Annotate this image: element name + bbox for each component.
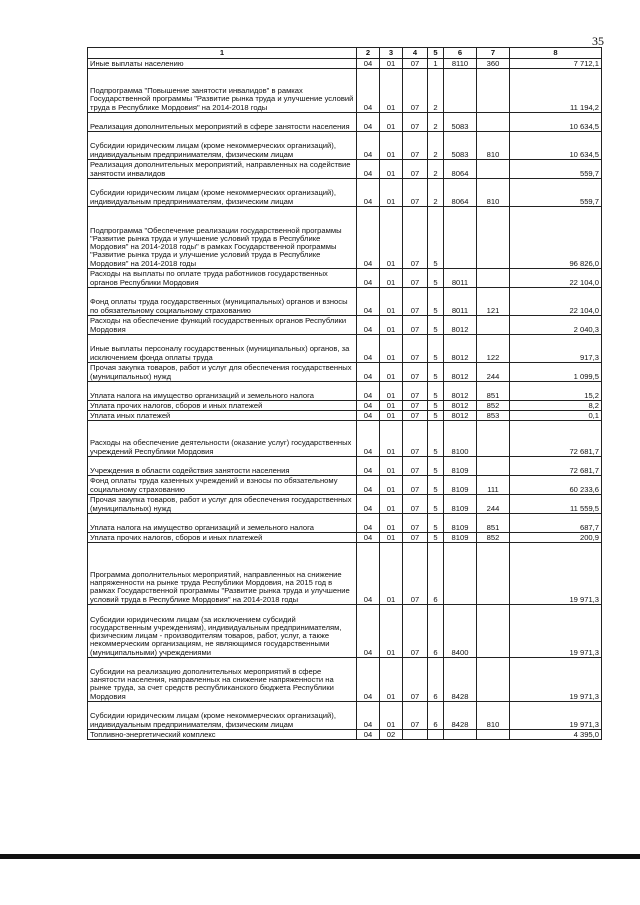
table-row	[88, 269, 602, 288]
code-cell: 5	[428, 288, 444, 316]
code-cell: 07	[403, 207, 428, 269]
row-name-cell: Программа дополнительных мероприятий, направленных на снижение напряженности на рынке труда Республики Мордовия, на 2015 год в рамках Государственной программы "Развитие рынка труда и улучшение условий труда в Республике Мордовия" на 2014-2018 годы	[88, 543, 357, 605]
code-cell: 8012	[444, 335, 477, 363]
code-cell: 01	[380, 495, 403, 514]
row-name-cell: Прочая закупка товаров, работ и услуг для обеспечения государственных (муниципальных) нужд	[88, 363, 357, 382]
amount-cell: 11 559,5	[510, 495, 602, 514]
code-cell: 8109	[444, 457, 477, 476]
code-cell	[444, 207, 477, 269]
code-cell	[428, 730, 444, 740]
code-cell: 2	[428, 69, 444, 113]
code-cell: 5	[428, 457, 444, 476]
code-cell: 04	[357, 411, 380, 421]
column-header: 4	[403, 48, 428, 59]
code-cell: 07	[403, 543, 428, 605]
code-cell	[477, 730, 510, 740]
bottom-rule	[0, 854, 640, 859]
amount-cell: 22 104,0	[510, 269, 602, 288]
code-cell: 04	[357, 59, 380, 69]
code-cell	[477, 160, 510, 179]
code-cell: 8428	[444, 702, 477, 730]
code-cell: 07	[403, 658, 428, 702]
table-row	[88, 421, 602, 457]
amount-cell: 19 971,3	[510, 543, 602, 605]
code-cell: 01	[380, 533, 403, 543]
code-cell: 04	[357, 658, 380, 702]
code-cell: 04	[357, 335, 380, 363]
code-cell: 01	[380, 316, 403, 335]
code-cell: 04	[357, 207, 380, 269]
code-cell: 04	[357, 179, 380, 207]
row-name-cell: Фонд оплаты труда государственных (муниципальных) органов и взносы по обязательному социальному страхованию	[88, 288, 357, 316]
code-cell: 01	[380, 476, 403, 495]
code-cell: 04	[357, 543, 380, 605]
code-cell: 810	[477, 702, 510, 730]
code-cell: 6	[428, 605, 444, 658]
code-cell: 01	[380, 605, 403, 658]
code-cell: 8064	[444, 160, 477, 179]
code-cell: 04	[357, 476, 380, 495]
code-cell: 810	[477, 132, 510, 160]
row-name-cell: Фонд оплаты труда казенных учреждений и взносы по обязательному социальному страхованию	[88, 476, 357, 495]
code-cell: 07	[403, 514, 428, 533]
amount-cell: 687,7	[510, 514, 602, 533]
code-cell: 04	[357, 363, 380, 382]
code-cell: 01	[380, 160, 403, 179]
code-cell	[477, 605, 510, 658]
code-cell: 01	[380, 382, 403, 401]
code-cell: 07	[403, 421, 428, 457]
table-row	[88, 543, 602, 605]
table-row	[88, 69, 602, 113]
amount-cell: 10 634,5	[510, 132, 602, 160]
table-row	[88, 363, 602, 382]
amount-cell: 10 634,5	[510, 113, 602, 132]
code-cell: 6	[428, 658, 444, 702]
code-cell: 04	[357, 288, 380, 316]
code-cell: 07	[403, 382, 428, 401]
row-name-cell: Топливно-энергетический комплекс	[88, 730, 357, 740]
code-cell: 07	[403, 495, 428, 514]
code-cell: 8109	[444, 533, 477, 543]
column-header: 6	[444, 48, 477, 59]
code-cell: 01	[380, 514, 403, 533]
column-header: 8	[510, 48, 602, 59]
code-cell: 851	[477, 514, 510, 533]
code-cell: 04	[357, 514, 380, 533]
row-name-cell: Уплата налога на имущество организаций и земельного налога	[88, 382, 357, 401]
table-row	[88, 658, 602, 702]
code-cell: 04	[357, 730, 380, 740]
amount-cell: 60 233,6	[510, 476, 602, 495]
code-cell: 2	[428, 113, 444, 132]
code-cell: 07	[403, 316, 428, 335]
code-cell: 5	[428, 476, 444, 495]
table-row	[88, 207, 602, 269]
code-cell: 04	[357, 316, 380, 335]
amount-cell: 917,3	[510, 335, 602, 363]
code-cell: 04	[357, 269, 380, 288]
code-cell: 5	[428, 411, 444, 421]
code-cell: 04	[357, 132, 380, 160]
budget-table	[87, 47, 602, 740]
code-cell	[477, 457, 510, 476]
code-cell: 2	[428, 160, 444, 179]
row-name-cell: Иные выплаты персоналу государственных (муниципальных) органов, за исключением фонда оплаты труда	[88, 335, 357, 363]
code-cell: 01	[380, 658, 403, 702]
code-cell: 04	[357, 421, 380, 457]
code-cell: 01	[380, 179, 403, 207]
code-cell: 07	[403, 605, 428, 658]
column-header: 1	[88, 48, 357, 59]
table-row	[88, 179, 602, 207]
code-cell: 04	[357, 382, 380, 401]
code-cell: 07	[403, 288, 428, 316]
table-row	[88, 533, 602, 543]
code-cell: 6	[428, 702, 444, 730]
row-name-cell: Учреждения в области содействия занятости населения	[88, 457, 357, 476]
amount-cell: 559,7	[510, 179, 602, 207]
code-cell: 07	[403, 401, 428, 411]
code-cell	[477, 207, 510, 269]
code-cell: 01	[380, 269, 403, 288]
table-row	[88, 288, 602, 316]
code-cell: 07	[403, 179, 428, 207]
code-cell	[477, 113, 510, 132]
table-row	[88, 335, 602, 363]
code-cell: 5	[428, 421, 444, 457]
amount-cell: 559,7	[510, 160, 602, 179]
code-cell	[444, 69, 477, 113]
code-cell: 8011	[444, 288, 477, 316]
row-name-cell: Уплата налога на имущество организаций и земельного налога	[88, 514, 357, 533]
code-cell: 01	[380, 288, 403, 316]
code-cell: 8428	[444, 658, 477, 702]
code-cell: 07	[403, 476, 428, 495]
amount-cell: 2 040,3	[510, 316, 602, 335]
table-row	[88, 605, 602, 658]
code-cell: 04	[357, 401, 380, 411]
table-row	[88, 457, 602, 476]
table-row	[88, 160, 602, 179]
code-cell: 04	[357, 113, 380, 132]
row-name-cell: Расходы на обеспечение функций государственных органов Республики Мордовия	[88, 316, 357, 335]
amount-cell: 4 395,0	[510, 730, 602, 740]
code-cell: 01	[380, 132, 403, 160]
code-cell: 01	[380, 59, 403, 69]
row-name-cell: Субсидии юридическим лицам (за исключением субсидий государственным учреждениям), индивидуальным предпринимателям, физическим лицам - производителям товаров, работ, услуг, а также некоммерческим организациям, не являющимся государственными (муниципальными) учреждениями	[88, 605, 357, 658]
code-cell: 07	[403, 69, 428, 113]
code-cell: 5	[428, 533, 444, 543]
row-name-cell: Субсидии на реализацию дополнительных мероприятий в сфере занятости населения, направленных на снижение напряженности на рынке труда, за счет средств республиканского бюджета Республики Мордовия	[88, 658, 357, 702]
code-cell: 6	[428, 543, 444, 605]
amount-cell: 0,1	[510, 411, 602, 421]
amount-cell: 19 971,3	[510, 702, 602, 730]
row-name-cell: Расходы на обеспечение деятельности (оказание услуг) государственных учреждений Республики Мордовия	[88, 421, 357, 457]
code-cell: 01	[380, 421, 403, 457]
table-row	[88, 59, 602, 69]
code-cell: 07	[403, 59, 428, 69]
amount-cell: 19 971,3	[510, 605, 602, 658]
amount-cell: 200,9	[510, 533, 602, 543]
code-cell: 01	[380, 363, 403, 382]
column-header: 7	[477, 48, 510, 59]
code-cell: 851	[477, 382, 510, 401]
column-header: 3	[380, 48, 403, 59]
amount-cell: 1 099,5	[510, 363, 602, 382]
row-name-cell: Субсидии юридическим лицам (кроме некоммерческих организаций), индивидуальным предпринимателям, физическим лицам	[88, 179, 357, 207]
code-cell: 852	[477, 533, 510, 543]
table-row	[88, 401, 602, 411]
table-row	[88, 382, 602, 401]
code-cell: 2	[428, 132, 444, 160]
page-number: 35	[592, 34, 604, 48]
code-cell: 5	[428, 495, 444, 514]
table-body	[88, 59, 602, 740]
code-cell: 01	[380, 335, 403, 363]
code-cell: 07	[403, 160, 428, 179]
code-cell	[444, 730, 477, 740]
code-cell: 07	[403, 702, 428, 730]
code-cell: 8064	[444, 179, 477, 207]
row-name-cell: Иные выплаты населению	[88, 59, 357, 69]
code-cell: 01	[380, 207, 403, 269]
code-cell: 1	[428, 59, 444, 69]
column-header: 2	[357, 48, 380, 59]
code-cell: 07	[403, 335, 428, 363]
code-cell	[444, 543, 477, 605]
amount-cell: 22 104,0	[510, 288, 602, 316]
code-cell: 01	[380, 113, 403, 132]
code-cell	[477, 421, 510, 457]
code-cell: 5	[428, 514, 444, 533]
code-cell: 8109	[444, 514, 477, 533]
row-name-cell: Уплата прочих налогов, сборов и иных платежей	[88, 533, 357, 543]
code-cell: 5083	[444, 113, 477, 132]
amount-cell: 7 712,1	[510, 59, 602, 69]
code-cell: 5	[428, 316, 444, 335]
code-cell: 07	[403, 457, 428, 476]
code-cell: 01	[380, 543, 403, 605]
table-row	[88, 113, 602, 132]
code-cell	[477, 269, 510, 288]
row-name-cell: Субсидии юридическим лицам (кроме некоммерческих организаций), индивидуальным предпринимателям, физическим лицам	[88, 702, 357, 730]
code-cell: 8400	[444, 605, 477, 658]
code-cell: 8109	[444, 476, 477, 495]
code-cell: 01	[380, 411, 403, 421]
code-cell: 5	[428, 335, 444, 363]
amount-cell: 96 826,0	[510, 207, 602, 269]
code-cell: 8012	[444, 316, 477, 335]
row-name-cell: Уплата иных платежей	[88, 411, 357, 421]
code-cell: 8012	[444, 363, 477, 382]
code-cell: 8109	[444, 495, 477, 514]
code-cell: 07	[403, 411, 428, 421]
code-cell: 04	[357, 69, 380, 113]
code-cell: 8110	[444, 59, 477, 69]
row-name-cell: Прочая закупка товаров, работ и услуг для обеспечения государственных (муниципальных) нужд	[88, 495, 357, 514]
row-name-cell: Подпрограмма "Обеспечение реализации государственной программы "Развитие рынка труда и улучшение условий труда в Республике Мордовия" на 2014-2018 годы" в рамках Государственной программы "Развитие рынка труда и улучшение условий труда в Республике Мордовия" на 2014-2018 годы	[88, 207, 357, 269]
code-cell: 8100	[444, 421, 477, 457]
row-name-cell: Уплата прочих налогов, сборов и иных платежей	[88, 401, 357, 411]
amount-cell: 72 681,7	[510, 421, 602, 457]
code-cell: 853	[477, 411, 510, 421]
amount-cell: 8,2	[510, 401, 602, 411]
amount-cell: 72 681,7	[510, 457, 602, 476]
row-name-cell: Подпрограмма "Повышение занятости инвалидов" в рамках Государственной программы "Развитие рынка труда и улучшение условий труда в Республике Мордовия" на 2014-2018 годы	[88, 69, 357, 113]
code-cell: 04	[357, 605, 380, 658]
code-cell: 810	[477, 179, 510, 207]
code-cell: 04	[357, 702, 380, 730]
code-cell: 07	[403, 132, 428, 160]
code-cell: 07	[403, 533, 428, 543]
row-name-cell: Субсидии юридическим лицам (кроме некоммерческих организаций), индивидуальным предпринимателям, физическим лицам	[88, 132, 357, 160]
code-cell: 5	[428, 269, 444, 288]
code-cell: 01	[380, 457, 403, 476]
table-row	[88, 411, 602, 421]
code-cell: 244	[477, 363, 510, 382]
amount-cell: 15,2	[510, 382, 602, 401]
code-cell: 852	[477, 401, 510, 411]
code-cell: 8011	[444, 269, 477, 288]
code-cell: 01	[380, 69, 403, 113]
code-cell: 8012	[444, 382, 477, 401]
column-header: 5	[428, 48, 444, 59]
code-cell: 01	[380, 401, 403, 411]
code-cell: 121	[477, 288, 510, 316]
code-cell: 07	[403, 269, 428, 288]
code-cell: 01	[380, 702, 403, 730]
code-cell: 5	[428, 363, 444, 382]
amount-cell: 19 971,3	[510, 658, 602, 702]
code-cell: 360	[477, 59, 510, 69]
table-row	[88, 476, 602, 495]
code-cell: 04	[357, 533, 380, 543]
code-cell: 04	[357, 495, 380, 514]
table-row	[88, 730, 602, 740]
header-row	[88, 48, 602, 59]
code-cell: 2	[428, 179, 444, 207]
row-name-cell: Реализация дополнительных мероприятий в сфере занятости населения	[88, 113, 357, 132]
code-cell: 02	[380, 730, 403, 740]
code-cell: 5	[428, 382, 444, 401]
table-row	[88, 316, 602, 335]
table-row	[88, 495, 602, 514]
table-row	[88, 514, 602, 533]
code-cell: 5083	[444, 132, 477, 160]
code-cell: 5	[428, 207, 444, 269]
code-cell: 5	[428, 401, 444, 411]
code-cell	[477, 658, 510, 702]
code-cell: 122	[477, 335, 510, 363]
code-cell	[477, 316, 510, 335]
code-cell: 111	[477, 476, 510, 495]
code-cell: 8012	[444, 401, 477, 411]
code-cell: 04	[357, 457, 380, 476]
code-cell: 07	[403, 363, 428, 382]
table-row	[88, 132, 602, 160]
code-cell: 04	[357, 160, 380, 179]
code-cell	[403, 730, 428, 740]
code-cell: 8012	[444, 411, 477, 421]
code-cell: 07	[403, 113, 428, 132]
amount-cell: 11 194,2	[510, 69, 602, 113]
code-cell	[477, 69, 510, 113]
code-cell: 244	[477, 495, 510, 514]
table-row	[88, 702, 602, 730]
code-cell	[477, 543, 510, 605]
row-name-cell: Расходы на выплаты по оплате труда работников государственных органов Республики Мордовия	[88, 269, 357, 288]
row-name-cell: Реализация дополнительных мероприятий, направленных на содействие занятости инвалидов	[88, 160, 357, 179]
